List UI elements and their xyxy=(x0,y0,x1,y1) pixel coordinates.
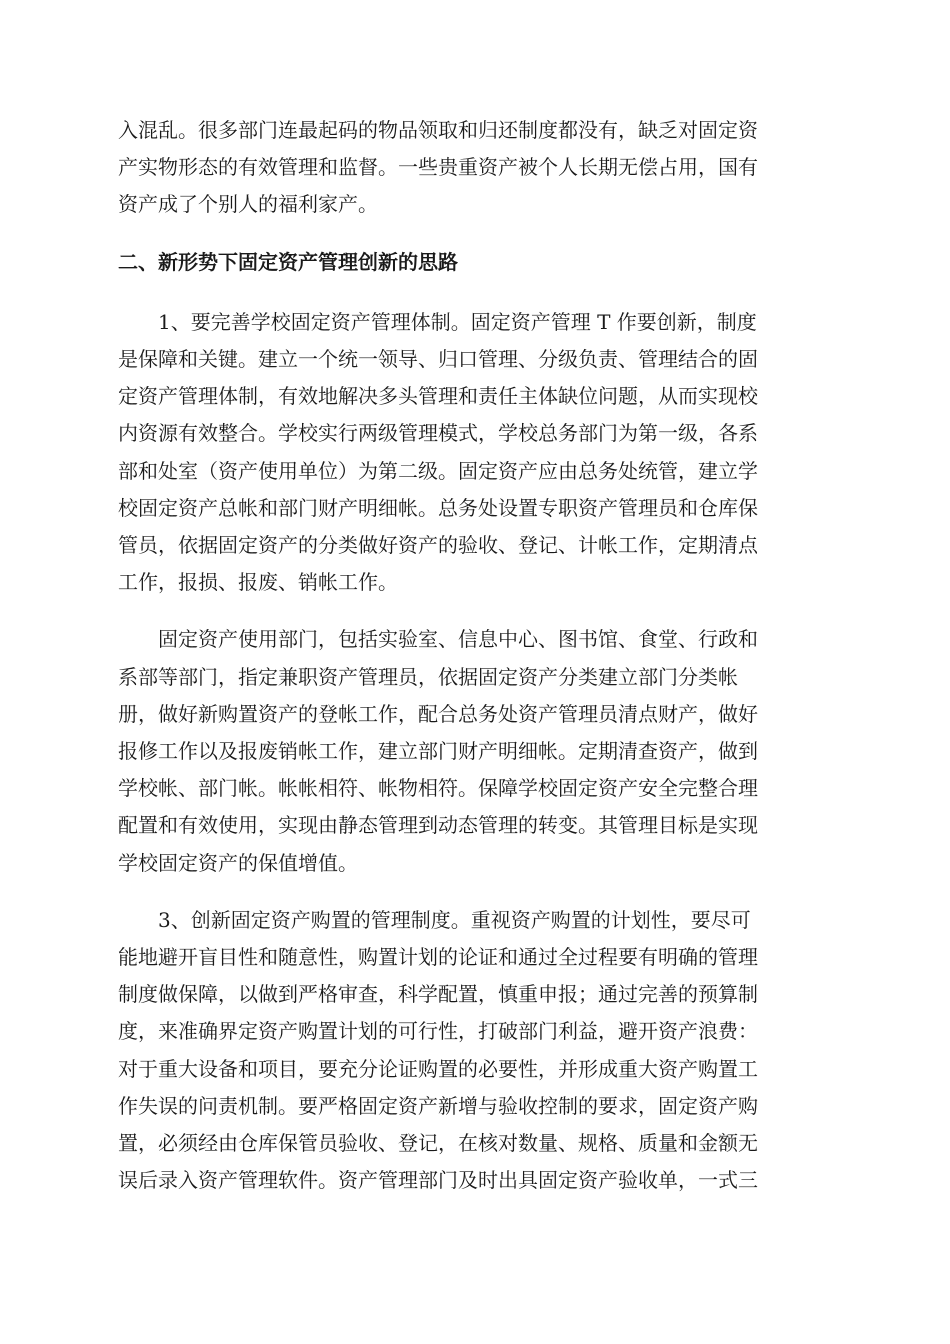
spacer xyxy=(118,601,838,621)
paragraph-intro: 入混乱。很多部门连最起码的物品领取和归还制度都没有，缺乏对固定资 产实物形态的有效管理和监督。一些贵重资产被个人长期无偿占用，国有 资产成了个别人的福利家产。 xyxy=(118,118,758,217)
paragraph-using-departments: 固定资产使用部门，包括实验室、信息中心、图书馆、食堂、行政和 系部等部门，指定兼职资产管理员，依据固定资产分类建立部门分类帐 册，做好新购置资产的登帐工作，配合总务处资产管理员清点财产，做好 报修工作以及报废销帐工作，建立部门财产明细帐。定期清查资产，做到 学校帐、部门帐。帐帐相符、帐物相符。保障学校固定资产安全完整合理 配置和有效使用，实现由静态管理到动态管理的转变。其管理目标是实现 学校固定资产的保值增值。 xyxy=(118,627,758,875)
paragraph-management-system: 1、要完善学校固定资产管理体制。固定资产管理 T 作要创新，制度 是保障和关键。建立一个统一领导、归口管理、分级负责、管理结合的固 定资产管理体制，有效地解决多头管理和责任主体缺位问题，从而实现校 内资源有效整合。学校实行两级管理模式，学校总务部门为第一级，各系 部和处室（资产使用单位）为第二级。固定资产应由总务处统管，建立学 校固定资产总帐和部门财产明细帐。总务处设置专职资产管理员和仓库保 管员，依据固定资产的分类做好资产的验收、登记、计帐工作，定期清点 工作，报损、报废、销帐工作。 xyxy=(118,309,758,595)
section-heading: 二、新形势下固定资产管理创新的思路 xyxy=(118,249,458,274)
paragraph-purchase-system: 3、创新固定资产购置的管理制度。重视资产购置的计划性，要尽可 能地避开盲目性和随意性，购置计划的论证和通过全过程要有明确的管理 制度做保障，以做到严格审查，科学配置，慎重申报；通过完善的预算制 度，来准确界定资产购置计划的可行性，打破部门利益，避开资产浪费： 对于重大设备和项目，要充分论证购置的必要性，并形成重大资产购置工 作失误的问责机制。要严格固定资产新增与验收控制的要求，固定资产购 置，必须经由仓库保管员验收、登记，在核对数量、规格、质量和金额无 误后录入资产管理软件。资产管理部门及时出具固定资产验收单，一式三 xyxy=(118,907,758,1193)
spacer xyxy=(118,882,838,902)
document-page xyxy=(118,112,838,1199)
spacer xyxy=(118,281,838,304)
spacer xyxy=(118,224,838,244)
